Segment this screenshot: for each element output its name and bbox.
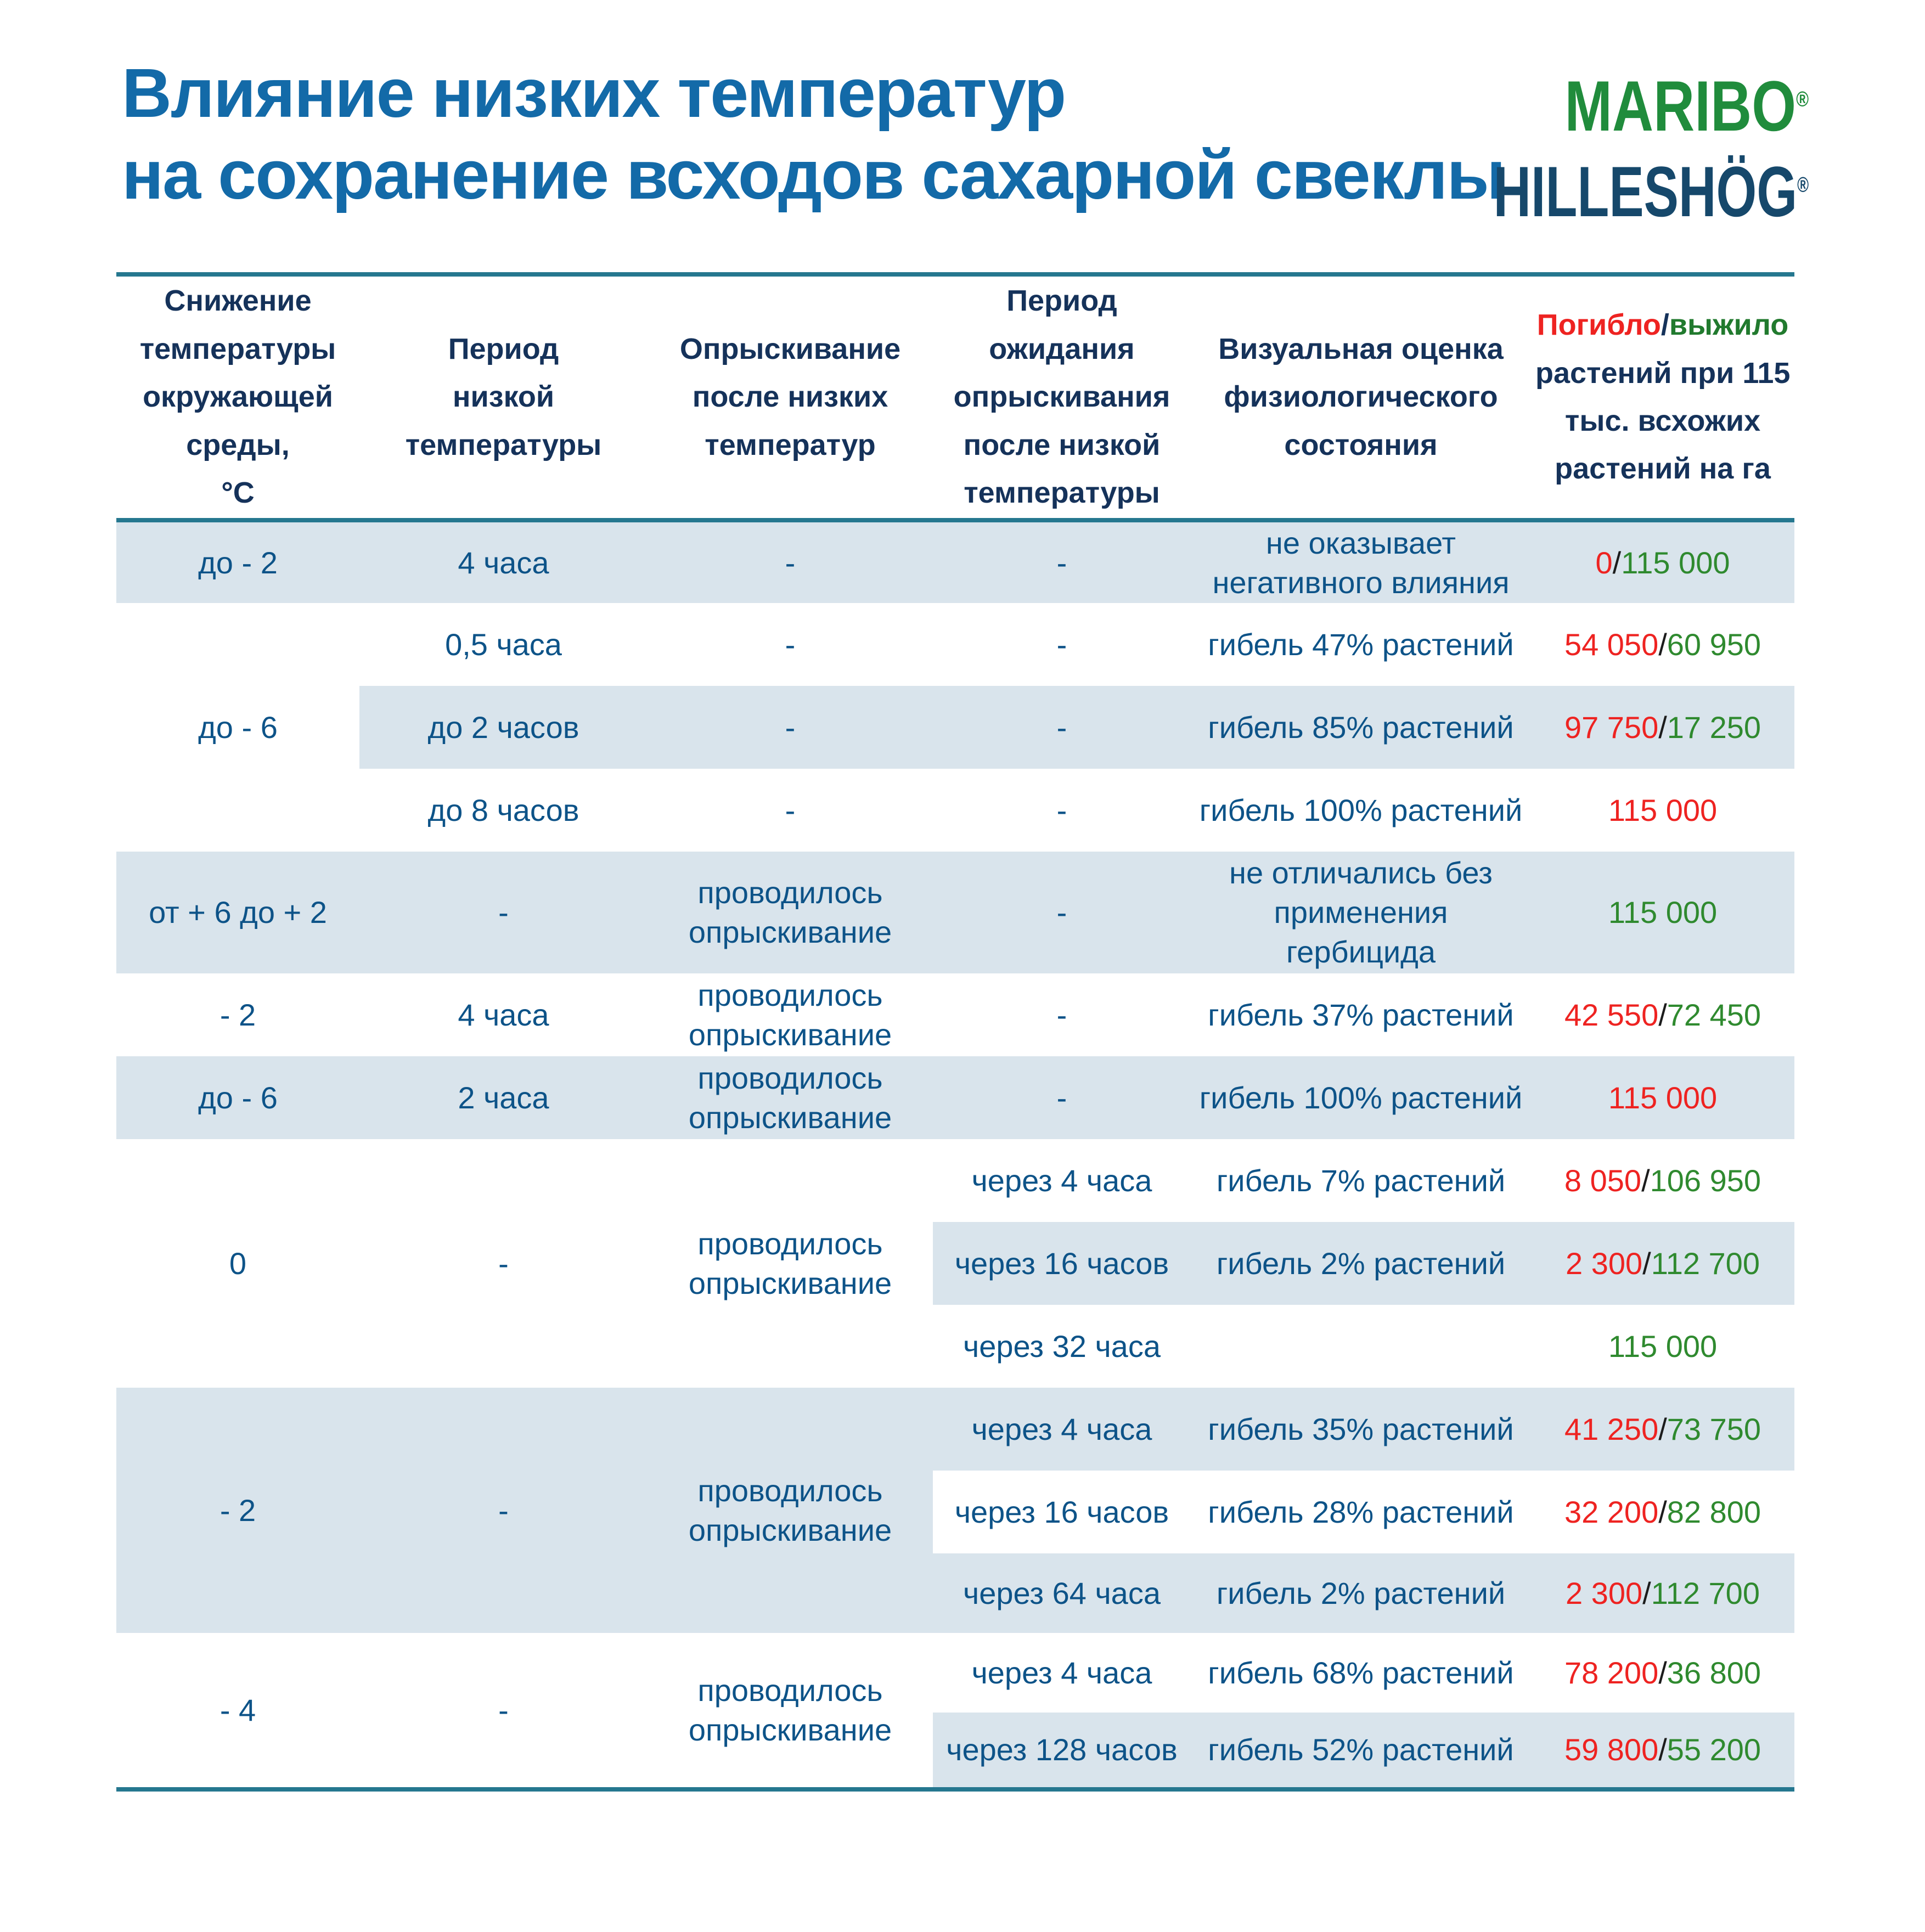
dead-survived-cell: 59 800/55 200 — [1531, 1713, 1794, 1789]
eval-cell: гибель 2% растений — [1191, 1222, 1531, 1305]
page-title-line-2: на сохранение всходов сахарной свеклы — [122, 136, 1505, 213]
eval-cell: гибель 85% растений — [1191, 686, 1531, 769]
spray-cell: проводилось опрыскивание — [648, 1056, 933, 1139]
wait-cell: - — [933, 769, 1191, 852]
period-cell: до 8 часов — [359, 769, 648, 852]
table-row — [116, 973, 1794, 1056]
table-row — [116, 686, 1794, 769]
table-row — [116, 852, 1794, 973]
header-visual-eval: Визуальная оценка физиологического состояния — [1191, 274, 1531, 520]
eval-cell: гибель 68% растений — [1191, 1633, 1531, 1713]
table-row — [116, 520, 1794, 603]
dead-survived-cell: 54 050/60 950 — [1531, 603, 1794, 686]
period-cell: 2 часа — [359, 1056, 648, 1139]
eval-cell: гибель 7% растений — [1191, 1139, 1531, 1222]
period-cell: 0,5 часа — [359, 603, 648, 686]
dead-survived-cell: 2 300/112 700 — [1531, 1553, 1794, 1633]
wait-cell: - — [933, 603, 1191, 686]
spray-cell-merged: проводилось опрыскивание — [648, 1388, 933, 1633]
wait-cell: через 4 часа — [933, 1633, 1191, 1713]
eval-cell: гибель 35% растений — [1191, 1388, 1531, 1471]
temp-cell: до - 6 — [116, 1056, 359, 1139]
spray-cell: - — [648, 520, 933, 603]
wait-cell: - — [933, 973, 1191, 1056]
dead-survived-cell: 8 050/106 950 — [1531, 1139, 1794, 1222]
temperature-effect-table — [116, 272, 1794, 1792]
eval-cell: гибель 100% растений — [1191, 769, 1531, 852]
temp-cell: - 2 — [116, 973, 359, 1056]
dead-survived-cell: 41 250/73 750 — [1531, 1388, 1794, 1471]
brand-logo — [1377, 66, 1809, 232]
period-cell-merged: - — [359, 1633, 648, 1789]
header-temp-drop: Снижение температуры окружающей среды, °C — [116, 274, 359, 520]
eval-cell: гибель 47% растений — [1191, 603, 1531, 686]
table-row — [116, 1388, 1794, 1471]
table-row — [116, 1056, 1794, 1139]
page-title-line-1: Влияние низких температур — [122, 54, 1066, 132]
spray-cell: проводилось опрыскивание — [648, 973, 933, 1056]
maribo-wordmark — [1463, 66, 1809, 146]
temp-cell: до - 2 — [116, 520, 359, 603]
spray-cell: - — [648, 686, 933, 769]
dead-survived-cell: 115 000 — [1531, 1305, 1794, 1388]
hilleshog-wordmark — [1493, 151, 1809, 232]
dead-survived-cell: 115 000 — [1531, 769, 1794, 852]
dead-survived-cell: 32 200/82 800 — [1531, 1471, 1794, 1553]
temp-cell-merged: - 4 — [116, 1633, 359, 1789]
table-row — [116, 603, 1794, 686]
dead-survived-cell: 42 550/72 450 — [1531, 973, 1794, 1056]
spray-cell: - — [648, 769, 933, 852]
eval-cell: гибель 52% растений — [1191, 1713, 1531, 1789]
wait-cell: через 128 часов — [933, 1713, 1191, 1789]
dead-survived-cell: 78 200/36 800 — [1531, 1633, 1794, 1713]
wait-cell: через 16 часов — [933, 1471, 1191, 1553]
period-cell: 4 часа — [359, 520, 648, 603]
period-cell-merged: - — [359, 1139, 648, 1388]
dead-survived-cell: 115 000 — [1531, 852, 1794, 973]
period-cell: до 2 часов — [359, 686, 648, 769]
data-table-wrap — [116, 272, 1794, 1792]
eval-cell: гибель 37% растений — [1191, 973, 1531, 1056]
registered-mark-icon: ® — [1796, 87, 1809, 111]
spray-cell: - — [648, 603, 933, 686]
wait-cell: через 32 часа — [933, 1305, 1191, 1388]
wait-cell: через 16 часов — [933, 1222, 1191, 1305]
page-title — [122, 53, 1505, 216]
eval-cell — [1191, 1305, 1531, 1388]
eval-cell: гибель 28% растений — [1191, 1471, 1531, 1553]
temp-cell-merged: до - 6 — [116, 603, 359, 852]
spray-cell-merged: проводилось опрыскивание — [648, 1633, 933, 1789]
eval-cell: гибель 100% растений — [1191, 1056, 1531, 1139]
table-header-row — [116, 274, 1794, 520]
wait-cell: через 64 часа — [933, 1553, 1191, 1633]
dead-survived-cell: 115 000 — [1531, 1056, 1794, 1139]
header-cold-period: Период низкой температуры — [359, 274, 648, 520]
maribo-text: MARIBO — [1564, 66, 1796, 146]
wait-cell: через 4 часа — [933, 1139, 1191, 1222]
spray-cell: проводилось опрыскивание — [648, 852, 933, 973]
period-cell-merged: - — [359, 1388, 648, 1633]
period-cell: - — [359, 852, 648, 973]
registered-mark-icon: ® — [1797, 173, 1809, 197]
hilleshog-text: HILLESHÖG — [1493, 151, 1798, 232]
table-row — [116, 769, 1794, 852]
wait-cell: - — [933, 852, 1191, 973]
wait-cell: - — [933, 520, 1191, 603]
wait-cell: - — [933, 1056, 1191, 1139]
dead-survived-cell: 97 750/17 250 — [1531, 686, 1794, 769]
dead-survived-cell: 0/115 000 — [1531, 520, 1794, 603]
table-row — [116, 1139, 1794, 1222]
spray-cell-merged: проводилось опрыскивание — [648, 1139, 933, 1388]
dead-survived-cell: 2 300/112 700 — [1531, 1222, 1794, 1305]
eval-cell: не отличались без применения гербицида — [1191, 852, 1531, 973]
period-cell: 4 часа — [359, 973, 648, 1056]
wait-cell: через 4 часа — [933, 1388, 1191, 1471]
table-row — [116, 1633, 1794, 1713]
eval-cell: не оказывает негативного влияния — [1191, 520, 1531, 603]
header-wait-period: Период ожидания опрыскивания после низкой температуры — [933, 274, 1191, 520]
temp-cell: от + 6 до + 2 — [116, 852, 359, 973]
temp-cell-merged: - 2 — [116, 1388, 359, 1633]
wait-cell: - — [933, 686, 1191, 769]
header-dead-survived: Погибло/выжило растений при 115 тыс. всхожих растений на га — [1531, 274, 1794, 520]
eval-cell: гибель 2% растений — [1191, 1553, 1531, 1633]
header-spraying: Опрыскивание после низких температур — [648, 274, 933, 520]
temp-cell-merged: 0 — [116, 1139, 359, 1388]
